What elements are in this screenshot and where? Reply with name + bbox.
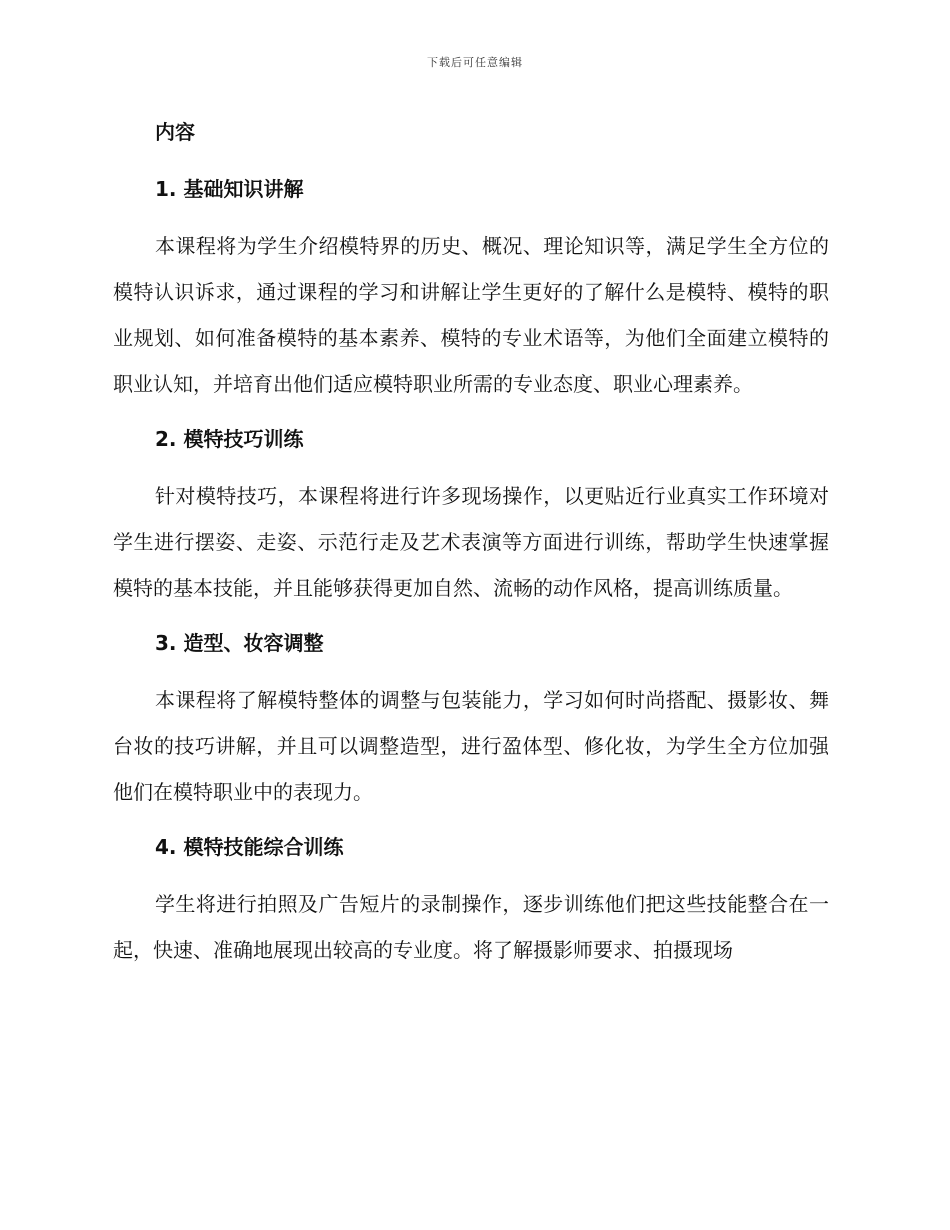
section-heading: 1. 基础知识讲解 [155, 177, 304, 201]
document-body [113, 112, 829, 989]
section-heading: 4. 模特技能综合训练 [155, 835, 344, 859]
section-paragraph: 学生将进行拍照及广告短片的录制操作，逐步训练他们把这些技能整合在一起，快速、准确地展现出较高的专业度。将了解摄影师要求、拍摄现场 [113, 892, 829, 962]
document-title: 内容 [155, 120, 195, 144]
section-2 [113, 423, 829, 611]
section-4 [113, 831, 829, 973]
section-paragraph: 本课程将为学生介绍模特界的历史、概况、理论知识等，满足学生全方位的模特认识诉求，通过课程的学习和讲解让学生更好的了解什么是模特、模特的职业规划、如何准备模特的基本素养、模特的专业术语等，为他们全面建立模特的职业认知，并培育出他们适应模特职业所需的专业态度、职业心理素养。 [113, 234, 829, 396]
section-3 [113, 627, 829, 815]
section-paragraph: 针对模特技巧，本课程将进行许多现场操作，以更贴近行业真实工作环境对学生进行摆姿、走姿、示范行走及艺术表演等方面进行训练，帮助学生快速掌握模特的基本技能，并且能够获得更加自然、流畅的动作风格，提高训练质量。 [113, 484, 829, 600]
page-header-note: 下载后可任意编辑 [427, 56, 523, 69]
section-1 [113, 173, 829, 407]
section-heading: 3. 造型、妆容调整 [155, 631, 324, 655]
section-paragraph: 本课程将了解模特整体的调整与包装能力，学习如何时尚搭配、摄影妆、舞台妆的技巧讲解，并且可以调整造型，进行盈体型、修化妆，为学生全方位加强他们在模特职业中的表现力。 [113, 688, 829, 804]
section-heading: 2. 模特技巧训练 [155, 427, 304, 451]
